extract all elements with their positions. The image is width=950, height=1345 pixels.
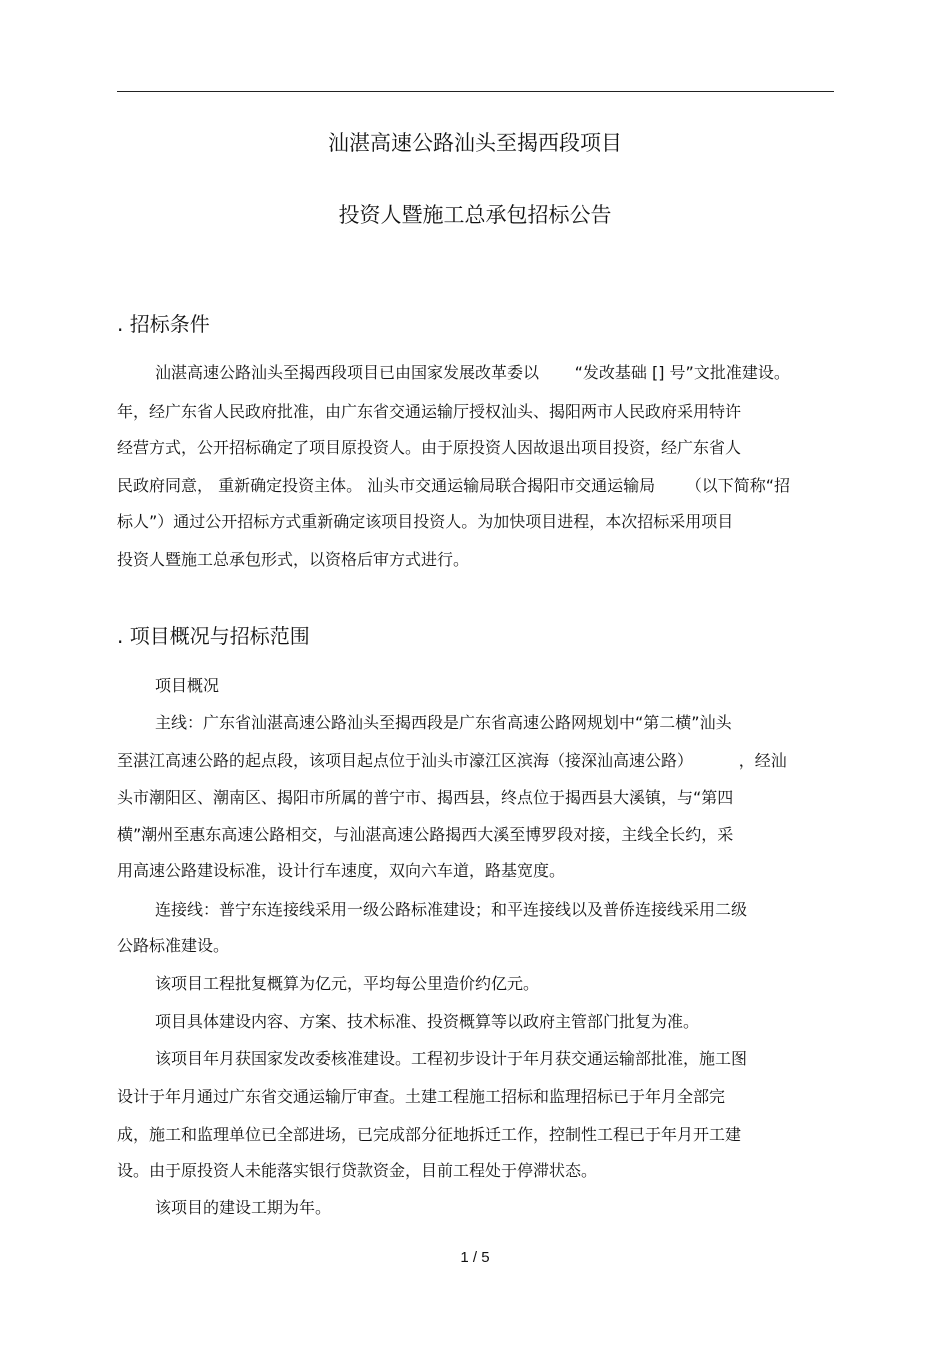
paragraph-line: 公路标准建设。	[117, 936, 230, 955]
paragraph-line: 民政府同意， 重新确定投资主体。 汕头市交通运输局联合揭阳市交通运输局 （以下简称“招	[117, 476, 790, 495]
paragraph-line: 设。由于原投资人未能落实银行贷款资金，目前工程处于停滞状态。	[117, 1161, 598, 1180]
paragraph-line: 年，经广东省人民政府批准，由广东省交通运输厅授权汕头、揭阳两市人民政府采用特许	[117, 402, 742, 421]
paragraph-line: 头市潮阳区、潮南区、揭阳市所属的普宁市、揭西县，终点位于揭西县大溪镇，与“第四	[117, 788, 734, 807]
document-title-line-2: 投资人暨施工总承包招标公告	[338, 203, 612, 227]
paragraph-line: 汕湛高速公路汕头至揭西段项目已由国家发展改革委以 “发改基础 [] 号”文批准建设。	[155, 363, 790, 382]
subsection-heading-project-overview: 项目概况	[155, 676, 220, 695]
section-heading-project-overview: . 项目概况与招标范围	[117, 624, 310, 648]
paragraph-line: 经营方式，公开招标确定了项目原投资人。由于原投资人因故退出项目投资，经广东省人	[117, 438, 742, 457]
paragraph-line: 成，施工和监理单位已全部进场，已完成部分征地拆迁工作，控制性工程已于年月开工建	[117, 1125, 742, 1144]
paragraph-line: 至湛江高速公路的起点段，该项目起点位于汕头市濠江区滨海（接深汕高速公路） ，经汕	[117, 751, 787, 770]
paragraph-line: 标人”）通过公开招标方式重新确定该项目投资人。为加快项目进程，本次招标采用项目	[117, 512, 734, 531]
paragraph-line: 该项目的建设工期为年。	[155, 1198, 332, 1217]
paragraph-line: 该项目工程批复概算为亿元，平均每公里造价约亿元。	[155, 974, 540, 993]
paragraph-line: 连接线：普宁东连接线采用一级公路标准建设；和平连接线以及普侨连接线采用二级	[155, 900, 748, 919]
header-rule	[117, 91, 834, 92]
paragraph-line: 用高速公路建设标准，设计行车速度，双向六车道，路基宽度。	[117, 861, 566, 880]
paragraph-line: 投资人暨施工总承包形式，以资格后审方式进行。	[117, 550, 470, 569]
paragraph-line: 项目具体建设内容、方案、技术标准、投资概算等以政府主管部门批复为准。	[155, 1012, 700, 1031]
paragraph-line: 横”潮州至惠东高速公路相交，与汕湛高速公路揭西大溪至博罗段对接，主线全长约，采	[117, 825, 734, 844]
document-title-line-1: 汕湛高速公路汕头至揭西段项目	[328, 131, 622, 155]
paragraph-line: 设计于年月通过广东省交通运输厅审查。土建工程施工招标和监理招标已于年月全部完	[117, 1087, 726, 1106]
paragraph-line: 主线：广东省汕湛高速公路汕头至揭西段是广东省高速公路网规划中“第二横”汕头	[155, 713, 732, 732]
page-number: 1 / 5	[460, 1249, 490, 1266]
section-heading-bidding-conditions: . 招标条件	[117, 312, 210, 336]
paragraph-line: 该项目年月获国家发改委核准建设。工程初步设计于年月获交通运输部批准，施工图	[155, 1049, 748, 1068]
